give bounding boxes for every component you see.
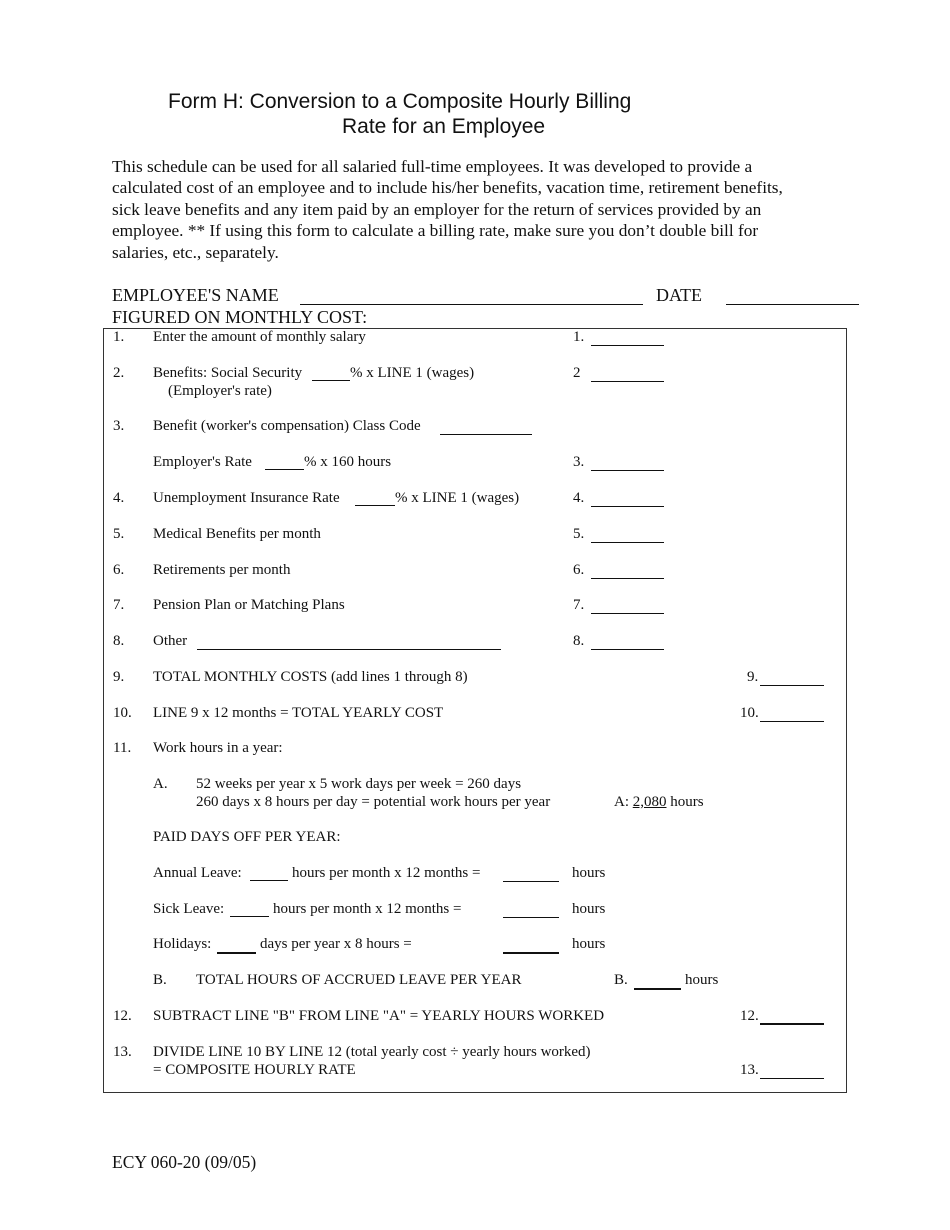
row-label: TOTAL HOURS OF ACCRUED LEAVE PER YEAR — [196, 972, 522, 988]
row-label: days per year x 8 hours = — [260, 936, 412, 952]
row-number: 5. — [113, 526, 125, 542]
ref-prefix: A: — [614, 794, 629, 810]
sub-label: B. — [153, 972, 167, 988]
line-1-amount-field[interactable] — [591, 345, 664, 346]
row-number: 11. — [113, 740, 132, 756]
line-10-total-field[interactable] — [760, 721, 824, 722]
row-ref: 4. — [573, 490, 585, 506]
row-ref: 10. — [740, 705, 759, 721]
line-12-hours-field[interactable] — [760, 1023, 824, 1025]
line-8-amount-field[interactable] — [591, 649, 664, 650]
employer-rate-field[interactable] — [265, 469, 304, 470]
unit-label: hours — [670, 794, 704, 810]
intro-line: employee. ** If using this form to calculate a billing rate, make sure you don’t double bill for — [112, 221, 759, 241]
line-3-amount-field[interactable] — [591, 470, 664, 471]
row-number: 10. — [113, 705, 132, 721]
row-number: 13. — [113, 1044, 132, 1060]
form-code: ECY 060-20 (09/05) — [112, 1152, 257, 1172]
row-number: 12. — [113, 1008, 132, 1024]
row-label: Enter the amount of monthly salary — [153, 329, 366, 345]
row-sublabel: (Employer's rate) — [168, 383, 272, 399]
row-label: hours per month x 12 months = — [273, 901, 462, 917]
row-label: 260 days x 8 hours per day = potential work hours per year — [196, 794, 551, 810]
line-13-rate-field[interactable] — [760, 1078, 824, 1079]
unit-label: hours — [572, 865, 606, 881]
annual-leave-total-field[interactable] — [503, 881, 559, 882]
sick-leave-total-field[interactable] — [503, 917, 559, 918]
row-label: hours per month x 12 months = — [292, 865, 481, 881]
employee-name-field[interactable] — [300, 304, 643, 305]
row-ref: 3. — [573, 454, 585, 470]
row-label: Sick Leave: — [153, 901, 225, 917]
line-9-total-field[interactable] — [760, 685, 824, 686]
form-title-line-1: Form H: Conversion to a Composite Hourly Billing — [168, 90, 632, 113]
intro-line: This schedule can be used for all salaried full-time employees. It was developed to provide a — [112, 157, 753, 176]
row-ref: 8. — [573, 633, 585, 649]
row-number: 1. — [113, 329, 125, 345]
holidays-days-field[interactable] — [217, 952, 256, 954]
unit-label: hours — [572, 936, 606, 952]
intro-paragraph — [112, 156, 852, 263]
line-2-amount-field[interactable] — [591, 381, 664, 382]
row-label: Retirements per month — [153, 562, 291, 578]
row-label: Medical Benefits per month — [153, 526, 321, 542]
potential-hours-value — [614, 794, 704, 811]
unemployment-rate-field[interactable] — [355, 505, 395, 506]
line-6-amount-field[interactable] — [591, 578, 664, 579]
row-label: Work hours in a year: — [153, 740, 283, 756]
intro-line: calculated cost of an employee and to include his/her benefits, vacation time, retirement benefits, — [112, 178, 783, 198]
row-label: DIVIDE LINE 10 BY LINE 12 (total yearly cost ÷ yearly hours worked) — [153, 1044, 591, 1060]
paid-days-heading: PAID DAYS OFF PER YEAR: — [153, 829, 341, 845]
row-label: = COMPOSITE HOURLY RATE — [153, 1062, 356, 1078]
row-number: 7. — [113, 597, 125, 613]
row-ref: 9. — [747, 669, 759, 685]
row-label: Other — [153, 633, 188, 649]
class-code-field[interactable] — [440, 434, 532, 435]
row-number: 8. — [113, 633, 125, 649]
row-label: % x 160 hours — [304, 454, 392, 470]
row-label: Pension Plan or Matching Plans — [153, 597, 345, 613]
figured-monthly-label: FIGURED ON MONTHLY COST: — [112, 307, 368, 327]
sub-label: A. — [153, 776, 168, 792]
row-label: SUBTRACT LINE "B" FROM LINE "A" = YEARLY HOURS WORKED — [153, 1008, 605, 1024]
annual-leave-hours-field[interactable] — [250, 880, 288, 881]
unit-label: hours — [685, 972, 719, 988]
row-label: % x LINE 1 (wages) — [350, 365, 475, 381]
row-ref: 1. — [573, 329, 585, 345]
row-label: TOTAL MONTHLY COSTS (add lines 1 through 8) — [153, 669, 468, 685]
line-4-amount-field[interactable] — [591, 506, 664, 507]
row-ref: 12. — [740, 1008, 759, 1024]
row-ref: 5. — [573, 526, 585, 542]
row-number: 6. — [113, 562, 125, 578]
sick-leave-hours-field[interactable] — [230, 916, 269, 917]
row-label: LINE 9 x 12 months = TOTAL YEARLY COST — [153, 705, 444, 721]
intro-line: salaries, etc., separately. — [112, 242, 279, 262]
row-number: 9. — [113, 669, 125, 685]
employee-name-label: EMPLOYEE'S NAME — [112, 285, 279, 305]
row-label: % x LINE 1 (wages) — [395, 490, 520, 506]
row-label: Annual Leave: — [153, 865, 242, 881]
row-label: Benefits: Social Security — [153, 365, 303, 381]
hours-value: 2,080 — [632, 794, 667, 810]
row-number: 2. — [113, 365, 125, 381]
row-ref: 6. — [573, 562, 585, 578]
row-label: Holidays: — [153, 936, 212, 952]
holidays-total-field[interactable] — [503, 952, 559, 954]
row-number: 4. — [113, 490, 125, 506]
row-number: 3. — [113, 418, 125, 434]
row-ref: 7. — [573, 597, 585, 613]
line-7-amount-field[interactable] — [591, 613, 664, 614]
date-field[interactable] — [726, 304, 859, 305]
row-label: 52 weeks per year x 5 work days per week = 260 days — [196, 776, 522, 792]
date-label: DATE — [656, 285, 702, 305]
accrued-leave-field[interactable] — [634, 988, 681, 990]
other-description-field[interactable] — [197, 649, 501, 650]
line-5-amount-field[interactable] — [591, 542, 664, 543]
social-security-rate-field[interactable] — [312, 380, 350, 381]
intro-line: sick leave benefits and any item paid by an employer for the return of services provided by an — [112, 199, 762, 219]
row-label: Employer's Rate — [153, 454, 252, 470]
row-ref: 13. — [740, 1062, 759, 1078]
row-label: Unemployment Insurance Rate — [153, 490, 340, 506]
row-ref: B. — [614, 972, 628, 988]
form-title-line-2: Rate for an Employee — [342, 115, 546, 138]
unit-label: hours — [572, 901, 606, 917]
row-ref: 2 — [573, 365, 581, 381]
row-label: Benefit (worker's compensation) Class Code — [153, 418, 421, 434]
